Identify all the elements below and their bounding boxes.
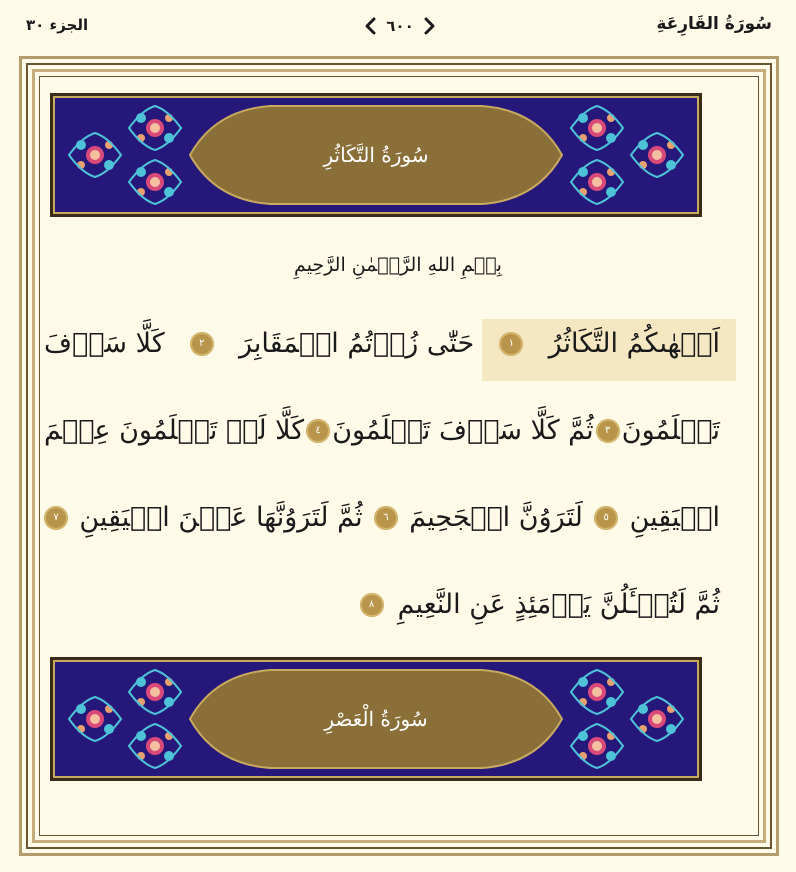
surah-banner-asr [50,657,702,781]
juz-label: الجزء ٣٠ [26,16,89,34]
verse-text[interactable]: ثُمَّ لَتَرَوُنَّهَا عَيۡنَ الۡيَقِينِ [79,502,363,533]
verse-line [44,474,720,561]
verse-text[interactable]: تَعۡلَمُونَ [621,415,720,446]
verse-text[interactable]: الۡيَقِينِ [629,502,720,533]
verse-marker: ٦ [374,506,398,530]
banner-title: سُورَةُ الْعَصْرِ [324,707,428,731]
verse-text[interactable]: ثُمَّ كَلَّا سَوۡفَ تَعۡلَمُونَ [332,415,594,446]
verse-marker: ١ [499,332,523,356]
verse-marker: ٣ [596,419,620,443]
verse-text[interactable]: كَلَّا سَوۡفَ [44,328,165,359]
verse-line [44,561,720,648]
surah-name: سُورَةُ القَارِعَةِ [656,14,772,34]
chevron-left-icon[interactable] [362,15,378,37]
verse-line [44,300,720,387]
verses-block [44,300,720,648]
verse-text[interactable]: حَتّٰى زُرۡتُمُ الۡمَقَابِرَ [238,328,475,359]
verse-text[interactable]: كَلَّا لَوۡ تَعۡلَمُونَ عِلۡمَ [44,415,305,446]
verse-marker: ٨ [360,593,384,617]
basmala: بِسۡمِ اللهِ الرَّحۡمٰنِ الرَّحِيمِ [294,254,502,276]
banner-title: سُورَةُ التَّكَاثُرِ [323,143,429,167]
verse-text[interactable]: ثُمَّ لَتُسۡـَٔلُنَّ يَوۡمَئِذٍ عَنِ النَّعِيمِ [397,589,720,620]
top-bar [0,0,796,52]
verse-marker: ٥ [594,506,618,530]
page-number: ٦٠٠ [386,17,414,35]
verse-text[interactable]: اَلۡهٰىكُمُ التَّكَاثُرُ [548,328,720,359]
verse-text[interactable]: لَتَرَوُنَّ الۡجَحِيمَ [409,502,583,533]
verse-marker: ٤ [306,419,330,443]
page-navigator [362,12,438,40]
chevron-right-icon[interactable] [422,15,438,37]
surah-banner-takathur [50,93,702,217]
verse-marker: ٢ [190,332,214,356]
verse-marker: ٧ [44,506,68,530]
verse-line [44,387,720,474]
